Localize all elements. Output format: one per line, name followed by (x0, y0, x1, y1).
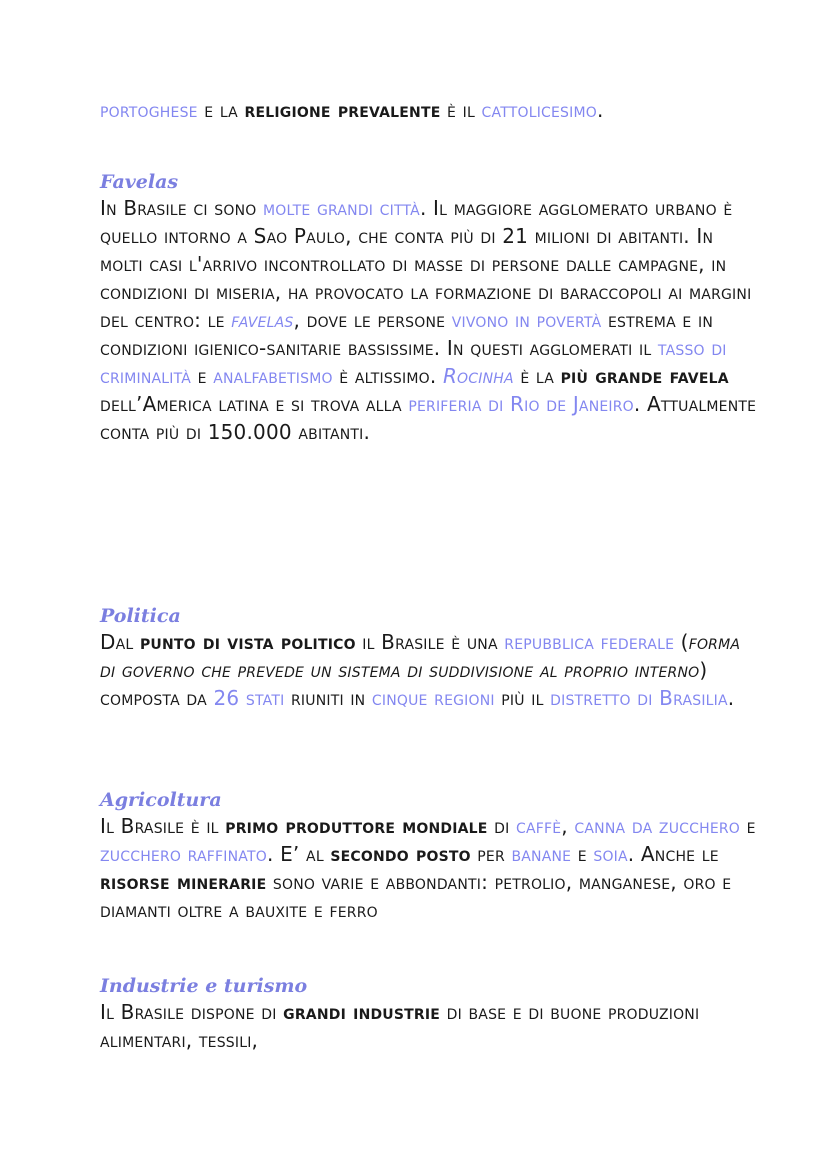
bold-text: grandi industrie (283, 1000, 441, 1024)
text-run: , dove le persone (293, 308, 452, 332)
text-run: forma di governo che prevede un sistema di suddivisione al proprio interno (100, 630, 741, 682)
intro-paragraph (100, 96, 760, 124)
highlight-text: banane (511, 842, 572, 866)
highlight-text: canna da zucchero (574, 814, 741, 838)
section-favelas (100, 170, 760, 446)
text-run: e (191, 364, 214, 388)
text-run: il Brasile è una (355, 630, 505, 654)
intro-block (100, 96, 760, 124)
text-run: sono varie e abbondanti: petrolio, manganese, oro e diamanti oltre a bauxite e ferro (100, 870, 732, 922)
text-run: Dal (100, 630, 140, 654)
bold-text: più grande favela (560, 364, 729, 388)
section-heading-favelas: Favelas (100, 171, 179, 193)
section-industrie-turismo (100, 974, 760, 1054)
highlight-text: cattolicesimo (481, 98, 597, 122)
section-paragraph-industrie-turismo (100, 998, 760, 1054)
bold-text: punto di vista politico (139, 630, 356, 654)
section-agricoltura (100, 788, 760, 924)
bold-text: risorse minerarie (100, 870, 267, 894)
text-run: Il Brasile dispone di (100, 1000, 284, 1024)
text-run: dell’America latina e si trova alla (100, 392, 409, 416)
highlight-text: molte grandi città (263, 196, 420, 220)
text-run: e la (197, 98, 245, 122)
bold-text: secondo posto (330, 842, 471, 866)
highlight-text: soia (593, 842, 628, 866)
text-run: ( (674, 630, 689, 654)
text-run: ) composta da (100, 658, 708, 710)
section-heading-politica: Politica (100, 605, 181, 627)
section-paragraph-politica (100, 628, 760, 712)
highlight-text: caffè (515, 814, 562, 838)
text-run: è altissimo. (332, 364, 443, 388)
highlight-text: cinque regioni (371, 686, 495, 710)
text-run: , (561, 814, 575, 838)
text-run: In Brasile ci sono (100, 196, 264, 220)
text-run: e (571, 842, 594, 866)
text-run: è la (513, 364, 561, 388)
highlight-text: distretto di Brasilia (550, 686, 728, 710)
text-run: . Anche le (627, 842, 719, 866)
section-heading-agricoltura: Agricoltura (100, 789, 222, 811)
highlight-text: zucchero raffinato (100, 842, 267, 866)
highlight-text: tasso di criminalità (100, 336, 727, 388)
highlight-text: portoghese (100, 98, 198, 122)
text-run: . (727, 686, 735, 710)
text-run: . Attualmente conta più di 150.000 abitanti. (100, 392, 757, 444)
text-run: di (487, 814, 516, 838)
section-paragraph-agricoltura (100, 812, 760, 924)
highlight-text: repubblica federale (504, 630, 675, 654)
text-run: più il (494, 686, 551, 710)
text-run: per (470, 842, 512, 866)
highlight-text: periferia di Rio de Janeiro (408, 392, 634, 416)
section-paragraph-favelas (100, 194, 760, 446)
text-run: riuniti in (284, 686, 372, 710)
text-run: e (740, 814, 756, 838)
text-run: è il (440, 98, 482, 122)
section-politica (100, 604, 760, 712)
highlight-text: vivono in povertà (451, 308, 602, 332)
section-heading-industrie-turismo: Industrie e turismo (100, 975, 308, 997)
highlight-text: Rocinha (442, 364, 514, 388)
text-run: di base e di buone produzioni alimentari, tessili, (100, 1000, 700, 1052)
text-run: . (596, 98, 604, 122)
text-run: . Il maggiore agglomerato urbano è quello intorno a Sao Paulo, che conta più di 21 milioni di abitanti. In molti casi l'arrivo incontrollato di masse di persone dalle campagne, in condizioni di miseria, ha provocato la formazione di baraccopoli ai margini del centro: le (100, 196, 752, 332)
highlight-text: analfabetismo (213, 364, 333, 388)
bold-text: religione prevalente (244, 98, 441, 122)
bold-text: primo produttore mondiale (225, 814, 488, 838)
text-run: . E’ al (266, 842, 331, 866)
text-run: estrema e in condizioni igienico-sanitarie bassissime. In questi agglomerati il (100, 308, 714, 360)
highlight-text: favelas (231, 308, 294, 332)
text-run: Il Brasile è il (100, 814, 226, 838)
highlight-text: 26 stati (213, 686, 285, 710)
